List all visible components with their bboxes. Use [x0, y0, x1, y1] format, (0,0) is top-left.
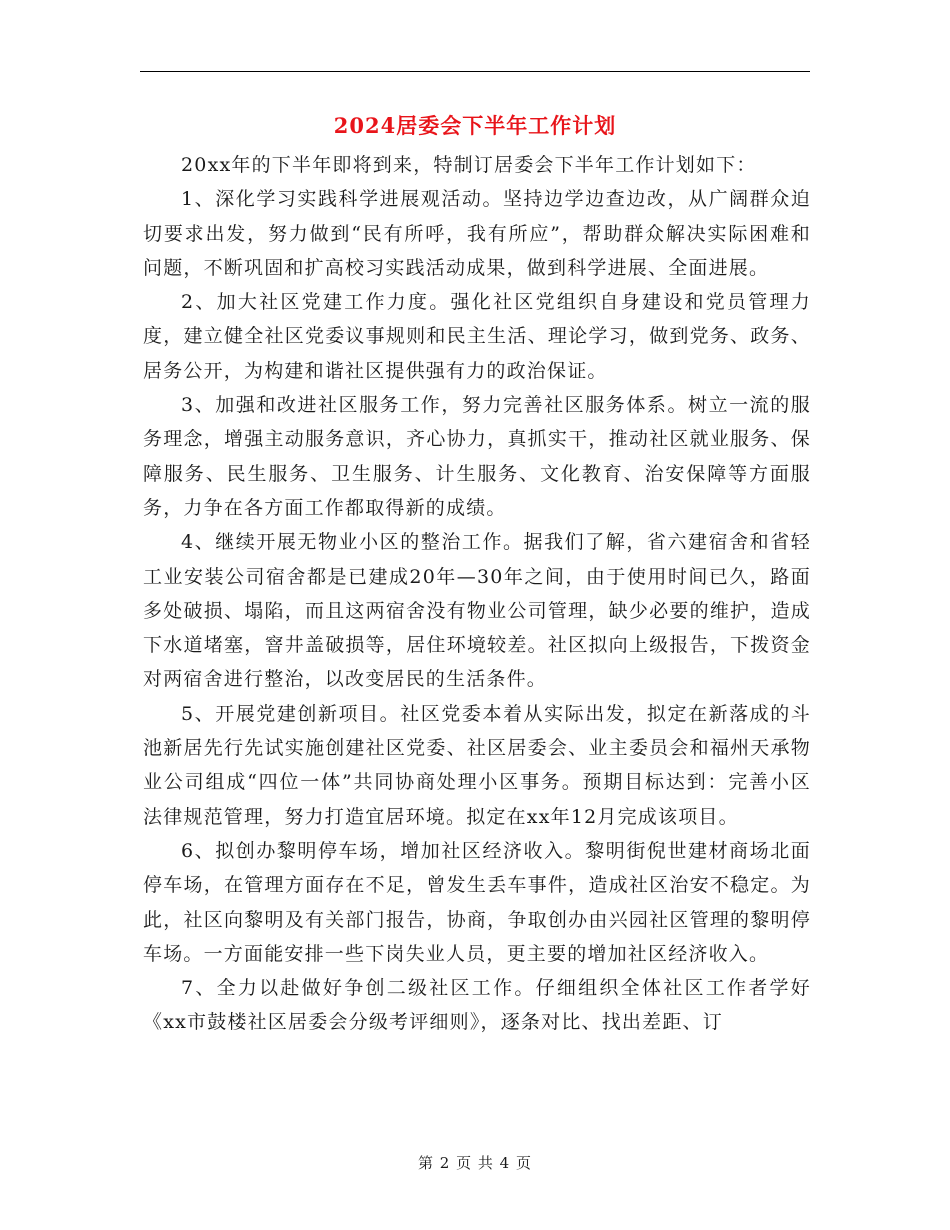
paragraph-item-7: 7、全力以赴做好争创二级社区工作。仔细组织全体社区工作者学好《xx市鼓楼社区居委会分级考评细则》，逐条对比、找出差距、订: [143, 977, 811, 1034]
paragraph-item-2: 2、加大社区党建工作力度。强化社区党组织自身建设和党员管理力度，建立健全社区党委议事规则和民主生活、理论学习，做到党务、政务、居务公开，为构建和谐社区提供强有力的政治保证。: [143, 291, 811, 382]
document-title: 2024居委会下半年工作计划: [333, 113, 617, 138]
header-rule: [140, 71, 810, 72]
paragraph-item-3: 3、加强和改进社区服务工作，努力完善社区服务体系。树立一流的服务理念，增强主动服务意识，齐心协力，真抓实干，推动社区就业服务、保障服务、民生服务、卫生服务、计生服务、文化教育、治安保障等方面服务，力争在各方面工作都取得新的成绩。: [143, 394, 811, 519]
paragraph-item-4: 4、继续开展无物业小区的整治工作。据我们了解，省六建宿舍和省轻工业安装公司宿舍都是已建成20年—30年之间，由于使用时间已久，路面多处破损、塌陷，而且这两宿舍没有物业公司管理，缺少必要的维护，造成下水道堵塞，窨井盖破损等，居住环境较差。社区拟向上级报告，下拨资金对两宿舍进行整治，以改变居民的生活条件。: [143, 531, 811, 691]
paragraph-item-6: 6、拟创办黎明停车场，增加社区经济收入。黎明街倪世建材商场北面停车场，在管理方面存在不足，曾发生丢车事件，造成社区治安不稳定。为此，社区向黎明及有关部门报告，协商，争取创办由兴园社区管理的黎明停车场。一方面能安排一些下岗失业人员，更主要的增加社区经济收入。: [143, 839, 811, 965]
page-number-footer: 第 2 页 共 4 页: [418, 1154, 532, 1172]
paragraph-item-5: 5、开展党建创新项目。社区党委本着从实际出发，拟定在新落成的斗池新居先行先试实施创建社区党委、社区居委会、业主委员会和福州天承物业公司组成“四位一体”共同协商处理小区事务。预期目标达到：完善小区法律规范管理，努力打造宜居环境。拟定在xx年12月完成该项目。: [143, 702, 811, 828]
intro-paragraph: 20xx年的下半年即将到来，特制订居委会下半年工作计划如下：: [181, 154, 757, 176]
paragraph-item-1: 1、深化学习实践科学进展观活动。坚持边学边查边改，从广阔群众迫切要求出发，努力做到“民有所呼，我有所应”，帮助群众解决实际困难和问题，不断巩固和扩高校习实践活动成果，做到科学进展、全面进展。: [143, 188, 811, 279]
document-body: [143, 148, 811, 1040]
